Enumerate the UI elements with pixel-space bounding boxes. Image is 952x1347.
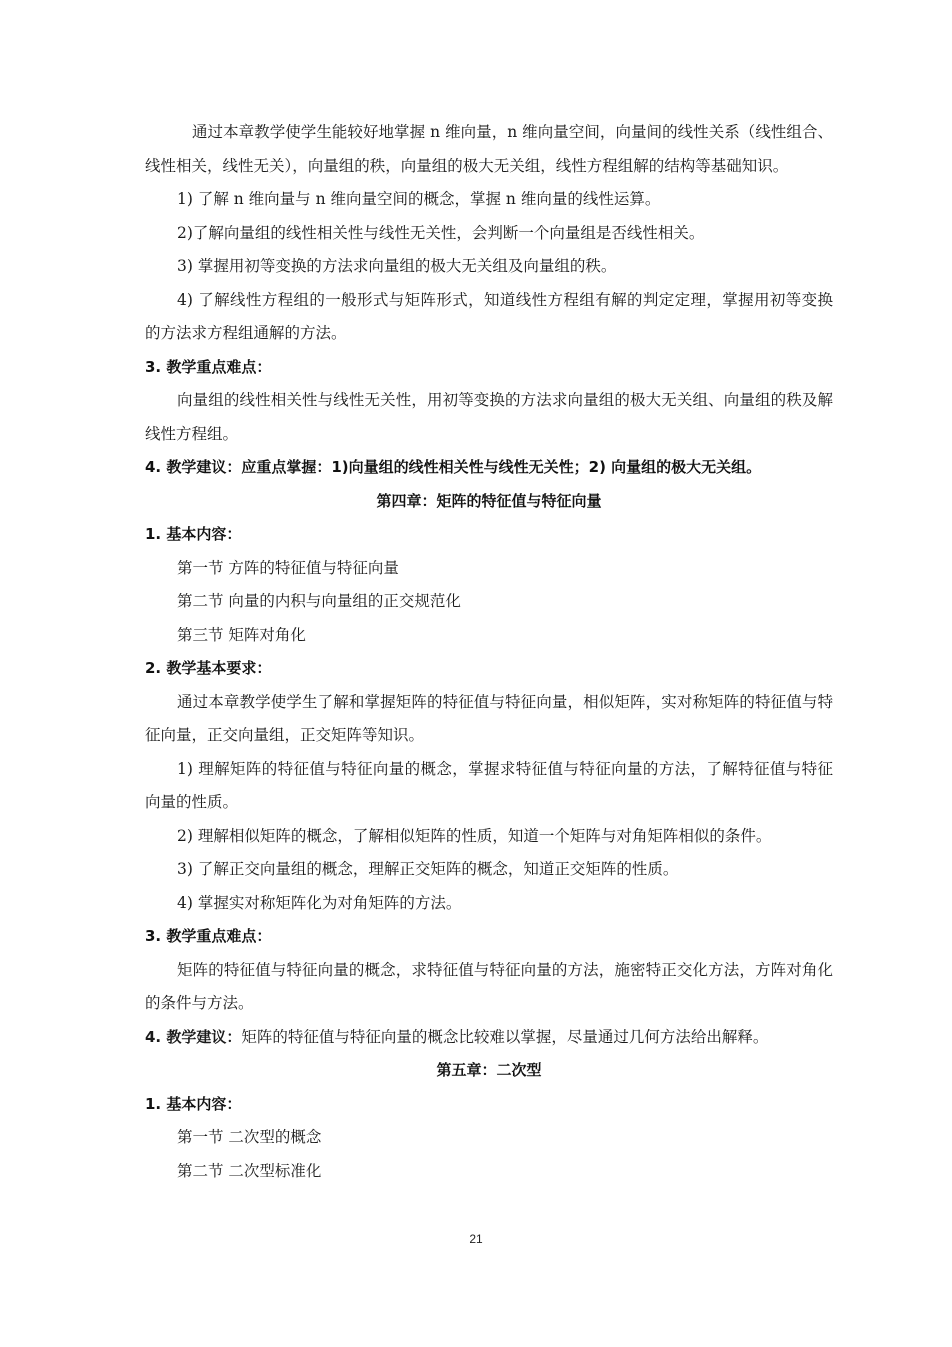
chapter4-section-1: 第一节 方阵的特征值与特征向量: [177, 558, 399, 577]
chapter3-requirement-3: 3) 掌握用初等变换的方法求向量组的极大无关组及向量组的秩。: [177, 257, 617, 275]
chapter3-key-points-text: 向量组的线性相关性与线性无关性，用初等变换的方法求向量组的极大无关组、向量组的秩及解线性方程组。: [145, 391, 833, 443]
chapter4-suggestion: [145, 1021, 833, 1055]
chapter4-suggestion-text: 矩阵的特征值与特征向量的概念比较难以掌握，尽量通过几何方法给出解释。: [241, 1027, 769, 1046]
chapter4-requirements-heading: 2. 教学基本要求：: [145, 659, 272, 677]
chapter5-section-2: 第二节 二次型标准化: [177, 1161, 322, 1180]
chapter4-requirement-3: 3) 了解正交向量组的概念，理解正交矩阵的概念，知道正交矩阵的性质。: [177, 860, 679, 878]
chapter5-section-1: 第一节 二次型的概念: [177, 1128, 322, 1146]
chapter3-requirement-1: 1) 了解 n 维向量与 n 维向量空间的概念，掌握 n 维向量的线性运算。: [177, 190, 661, 208]
chapter4-requirements-intro: 通过本章教学使学生了解和掌握矩阵的特征值与特征向量，相似矩阵，实对称矩阵的特征值与特征向量，正交向量组，正交矩阵等知识。: [145, 692, 833, 744]
chapter3-requirement-2: 2)了解向量组的线性相关性与线性无关性，会判断一个向量组是否线性相关。: [177, 223, 705, 242]
page-content: [145, 116, 833, 1188]
chapter3-requirement-4: 4) 了解线性方程组的一般形式与矩阵形式，知道线性方程组有解的判定定理，掌握用初等变换的方法求方程组通解的方法。: [145, 290, 833, 342]
chapter4-requirement-2: 2) 理解相似矩阵的概念，了解相似矩阵的性质，知道一个矩阵与对角矩阵相似的条件。: [177, 826, 772, 845]
chapter5-content-heading: 1. 基本内容：: [145, 1094, 242, 1113]
chapter4-content-heading: 1. 基本内容：: [145, 525, 242, 543]
chapter4-requirement-1: 1) 理解矩阵的特征值与特征向量的概念，掌握求特征值与特征向量的方法，了解特征值与特征向量的性质。: [145, 759, 833, 811]
page-number: 21: [469, 1232, 483, 1246]
chapter4-suggestion-label: 4. 教学建议：: [145, 1027, 242, 1046]
chapter4-key-points-text: 矩阵的特征值与特征向量的概念，求特征值与特征向量的方法，施密特正交化方法，方阵对角化的条件与方法。: [145, 960, 833, 1012]
chapter3-key-points-heading: 3. 教学重点难点：: [145, 357, 272, 376]
chapter4-section-3: 第三节 矩阵对角化: [177, 625, 306, 644]
chapter4-title: 第四章：矩阵的特征值与特征向量: [376, 491, 602, 510]
chapter4-key-points-heading: 3. 教学重点难点：: [145, 927, 272, 945]
chapter5-title: 第五章：二次型: [436, 1061, 542, 1079]
chapter4-section-2: 第二节 向量的内积与向量组的正交规范化: [177, 592, 461, 610]
chapter3-suggestion: 4. 教学建议：应重点掌握：1)向量组的线性相关性与线性无关性；2) 向量组的极大无关组。: [145, 458, 762, 476]
chapter4-requirement-4: 4) 掌握实对称矩阵化为对角矩阵的方法。: [177, 893, 462, 912]
chapter3-intro-paragraph: 通过本章教学使学生能较好地掌握 n 维向量，n 维向量空间，向量间的线性关系（线性组合、线性相关，线性无关），向量组的秩，向量组的极大无关组，线性方程组解的结构等基础知识。: [145, 123, 833, 175]
